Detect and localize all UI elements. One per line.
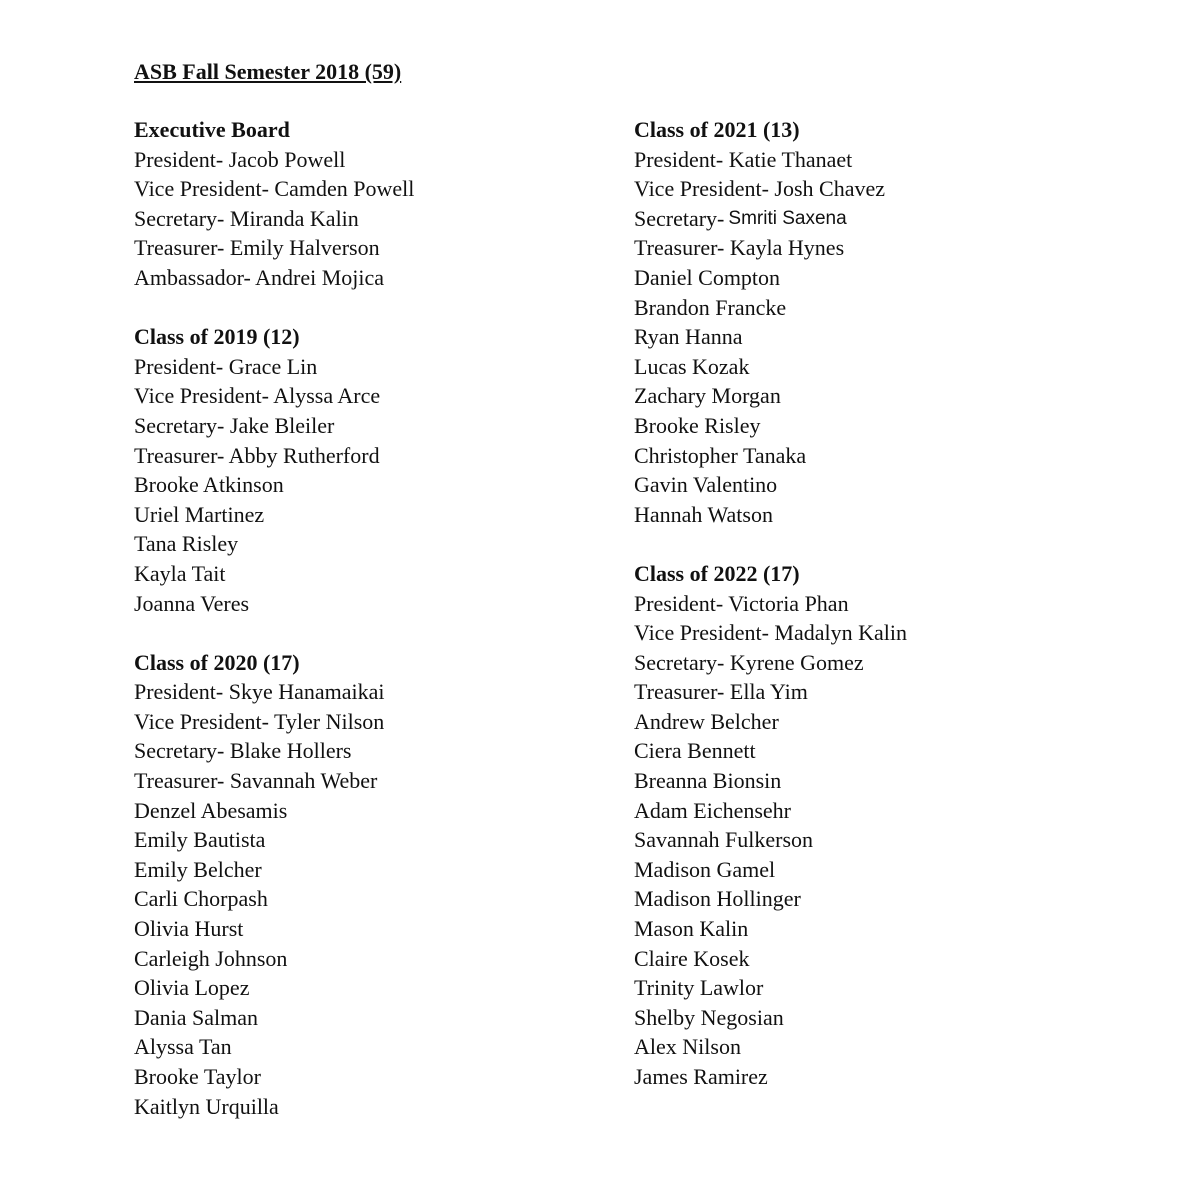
roster-entry: Ryan Hanna [634, 324, 743, 350]
roster-entry: Vice President- Alyssa Arce [134, 383, 381, 409]
roster-entry: Secretary- Jake Bleiler [134, 412, 335, 438]
roster-entry: Carleigh Johnson [134, 945, 288, 971]
roster-entry: Lucas Kozak [634, 353, 750, 379]
roster-entry: President- Victoria Phan [634, 590, 849, 616]
roster-entry: Shelby Negosian [634, 1004, 784, 1030]
roster-entry: Kayla Tait [134, 560, 226, 586]
roster-section [134, 648, 634, 1122]
roster-entry: Savannah Fulkerson [634, 827, 814, 853]
roster-entry: Breanna Bionsin [634, 768, 782, 794]
roster-section [134, 115, 634, 293]
roster-entry: Brooke Taylor [134, 1064, 261, 1089]
roster-entry: Zachary Morgan [634, 383, 781, 409]
roster-entry: Vice President- Josh Chavez [634, 176, 886, 202]
roster-entry: Claire Kosek [634, 945, 750, 971]
roster-entry: Olivia Hurst [134, 916, 244, 942]
entry-name: Smriti Saxena [728, 207, 847, 229]
roster-entry: Alex Nilson [634, 1034, 741, 1060]
section-heading: Class of 2019 (12) [134, 324, 300, 350]
roster-section [634, 115, 1134, 529]
roster-entry: Madison Gamel [634, 856, 776, 882]
roster-entry: Treasurer- Kayla Hynes [634, 235, 845, 261]
roster-entry: Denzel Abesamis [134, 797, 288, 823]
roster-entry: Mason Kalin [634, 916, 749, 942]
roster-entry: Hannah Watson [634, 501, 773, 527]
left-column [134, 115, 634, 1151]
entry-role: Secretary- [634, 205, 725, 231]
roster-entry: Vice President- Tyler Nilson [134, 708, 385, 734]
roster-entry: Treasurer- Emily Halverson [134, 235, 380, 261]
roster-entry [634, 204, 1134, 234]
roster-entry: Ciera Bennett [634, 738, 756, 764]
roster-entry: Alyssa Tan [134, 1034, 232, 1060]
roster-entry: Christopher Tanaka [634, 442, 807, 468]
roster-entry: Tana Risley [134, 531, 239, 557]
roster-entry: Secretary- Kyrene Gomez [634, 649, 864, 675]
roster-entry: Carli Chorpash [134, 886, 268, 912]
roster-entry: Brooke Risley [634, 412, 761, 438]
roster-entry: Trinity Lawlor [634, 975, 764, 1001]
roster-entry: Treasurer- Savannah Weber [134, 768, 378, 794]
roster-entry: Vice President- Camden Powell [134, 176, 415, 202]
roster-entry: James Ramirez [634, 1064, 768, 1089]
roster-entry: Adam Eichensehr [634, 797, 791, 823]
section-heading: Class of 2022 (17) [634, 560, 800, 586]
right-column [634, 115, 1134, 1121]
document-title: ASB Fall Semester 2018 (59) [134, 59, 402, 84]
roster-entry: Brooke Atkinson [134, 472, 284, 498]
roster-entry: Uriel Martinez [134, 501, 265, 527]
section-heading: Class of 2021 (13) [634, 117, 800, 142]
roster-entry: Daniel Compton [634, 264, 781, 290]
roster-entry: Madison Hollinger [634, 886, 801, 912]
roster-entry: Secretary- Miranda Kalin [134, 205, 359, 231]
roster-entry: Dania Salman [134, 1004, 259, 1030]
roster-entry: Kaitlyn Urquilla [134, 1093, 279, 1119]
roster-entry: Andrew Belcher [634, 708, 779, 734]
roster-entry: President- Jacob Powell [134, 146, 346, 172]
roster-entry: Joanna Veres [134, 590, 250, 616]
roster-entry: Secretary- Blake Hollers [134, 738, 352, 764]
roster-entry: Brandon Francke [634, 294, 787, 320]
roster-entry: Ambassador- Andrei Mojica [134, 264, 385, 290]
roster-entry: Emily Bautista [134, 827, 266, 853]
roster-entry: Vice President- Madalyn Kalin [634, 620, 907, 646]
roster-entry: President- Grace Lin [134, 353, 318, 379]
section-heading: Executive Board [134, 117, 290, 142]
section-heading: Class of 2020 (17) [134, 649, 300, 675]
roster-entry: Olivia Lopez [134, 975, 250, 1001]
roster-entry: Emily Belcher [134, 856, 262, 882]
roster-entry: President- Katie Thanaet [634, 146, 853, 172]
roster-entry: President- Skye Hanamaikai [134, 679, 385, 705]
roster-entry: Gavin Valentino [634, 472, 778, 498]
roster-section [634, 559, 1134, 1092]
roster-section [134, 322, 634, 618]
roster-entry: Treasurer- Abby Rutherford [134, 442, 380, 468]
roster-entry: Treasurer- Ella Yim [634, 679, 808, 705]
